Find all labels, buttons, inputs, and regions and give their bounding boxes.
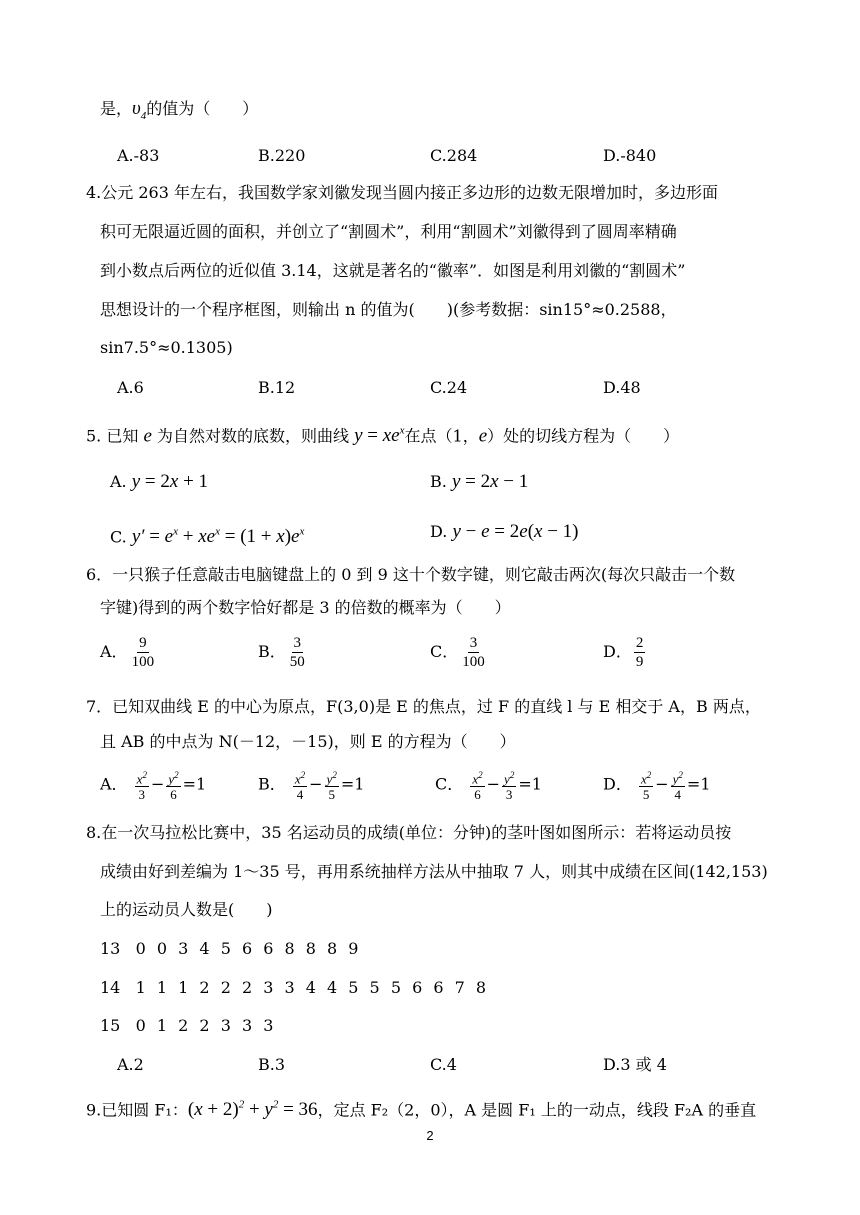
option-d: D. y − e = 2e(x − 1) — [430, 521, 579, 542]
option-a: A.2 — [117, 1055, 144, 1074]
q7-options — [0, 762, 860, 806]
q7-line-1: 7．已知双曲线 E 的中心为原点，F(3,0)是 E 的焦点，过 F 的直线 l 与 E 相交于 A，B 两点， — [86, 697, 761, 716]
option-a: A. y = 2x + 1 — [110, 471, 209, 492]
q4-line-4: 思想设计的一个程序框图，则输出 n 的值为( )(参考数据：sin15°≈0.2588， — [100, 300, 677, 319]
option-b: B.12 — [258, 378, 296, 397]
q4-options — [0, 378, 860, 418]
option-b: B.3 — [258, 1055, 286, 1074]
option-c: C.284 — [430, 146, 478, 165]
q4-line-1: 4.公元 263 年左右，我国数学家刘徽发现当圆内接正多边形的边数无限增加时，多边形面 — [86, 183, 718, 202]
q6-line-2: 字键)得到的两个数字恰好都是 3 的倍数的概率为（ ） — [100, 598, 511, 617]
option-a: A.-83 — [117, 146, 160, 165]
stem-leaf-row: 13 0 0 3 4 5 6 6 8 8 8 9 — [100, 939, 362, 958]
option-b: B. y = 2x − 1 — [430, 471, 529, 492]
option-d: D.48 — [603, 378, 641, 397]
curve-equation: $y = xe^x$ — [354, 425, 405, 447]
q8-line-2: 成绩由好到差编为 1～35 号，再用系统抽样方法从中抽取 7 人，则其中成绩在区间(142,153) — [100, 862, 768, 881]
q5-options-row2 — [0, 522, 860, 562]
option-b: B.220 — [258, 146, 306, 165]
option-a: A． $\frac{9}{100}$ — [100, 635, 155, 670]
q3-options — [0, 146, 860, 186]
stem-leaf-row: 14 1 1 1 2 2 2 3 3 4 4 5 5 5 6 6 7 8 — [100, 978, 490, 997]
q8-line-1: 8.在一次马拉松比赛中，35 名运动员的成绩(单位：分钟)的茎叶图如图所示：若将运动员按 — [86, 823, 732, 842]
q5-stem: 5. 已知 e 为自然对数的底数，则曲线 $y = xe^x$在点（1，e）处的切线方程为（ ） — [86, 425, 680, 447]
q8-line-3: 上的运动员人数是( ) — [100, 900, 273, 919]
option-b: B． $\frac{3}{50}$ — [258, 635, 305, 670]
q8-options — [0, 1055, 860, 1095]
q3-variable: $\upsilon_4$ — [132, 98, 147, 122]
q4-line-2: 积可无限逼近圆的面积，并创立了“割圆术”，利用“割圆术”刘徽得到了圆周率精确 — [100, 222, 677, 241]
option-a: A． $\frac{x^2}{3}$ − $\frac{y^2}{6}$ =1 — [100, 770, 207, 803]
option-d: D． $\frac{x^2}{5}$ − $\frac{y^2}{4}$ =1 — [603, 770, 711, 803]
q6-line-1: 6．一只猴子任意敲击电脑键盘上的 0 到 9 这十个数字键，则它敲击两次(每次只敲击一个数 — [86, 565, 736, 584]
option-c: C. $y' = e^x + xe^x = (1 + x)e^x$ — [110, 526, 305, 548]
option-c: C.24 — [430, 378, 468, 397]
q3-tail-line: 是，$\upsilon_4$的值为（ ） — [100, 98, 259, 122]
option-c: C.4 — [430, 1055, 457, 1074]
q9-line-1: 9.已知圆 F₁：$(x + 2)^2 + y^2 = 36$，定点 F₂（2，0），A 是圆 F₁ 上的一动点，线段 F₂A 的垂直 — [86, 1099, 757, 1121]
option-c: C． $\frac{x^2}{6}$ − $\frac{y^2}{3}$ =1 — [435, 770, 542, 803]
q4-line-5: sin7.5°≈0.1305) — [100, 338, 233, 357]
option-d: D． $\frac{2}{9}$ — [603, 635, 644, 670]
q7-line-2: 且 AB 的中点为 N(－12，－15)，则 E 的方程为（ ） — [100, 732, 516, 751]
option-a: A.6 — [117, 378, 144, 397]
circle-equation: $(x + 2)^2 + y^2 = 36$ — [187, 1099, 318, 1121]
q5-options-row1 — [0, 472, 860, 512]
q4-line-3: 到小数点后两位的近似值 3.14，这就是著名的“徽率”．如图是利用刘徽的“割圆术” — [100, 261, 686, 280]
option-b: B． $\frac{x^2}{4}$ − $\frac{y^2}{5}$ =1 — [258, 770, 365, 803]
option-d: D.3 或 4 — [603, 1055, 667, 1074]
page-number: 2 — [426, 1128, 434, 1143]
stem-leaf-row: 15 0 1 2 2 3 3 3 — [100, 1016, 277, 1035]
option-c: C． $\frac{3}{100}$ — [430, 635, 485, 670]
q6-options — [0, 630, 860, 674]
option-d: D.-840 — [603, 146, 657, 165]
